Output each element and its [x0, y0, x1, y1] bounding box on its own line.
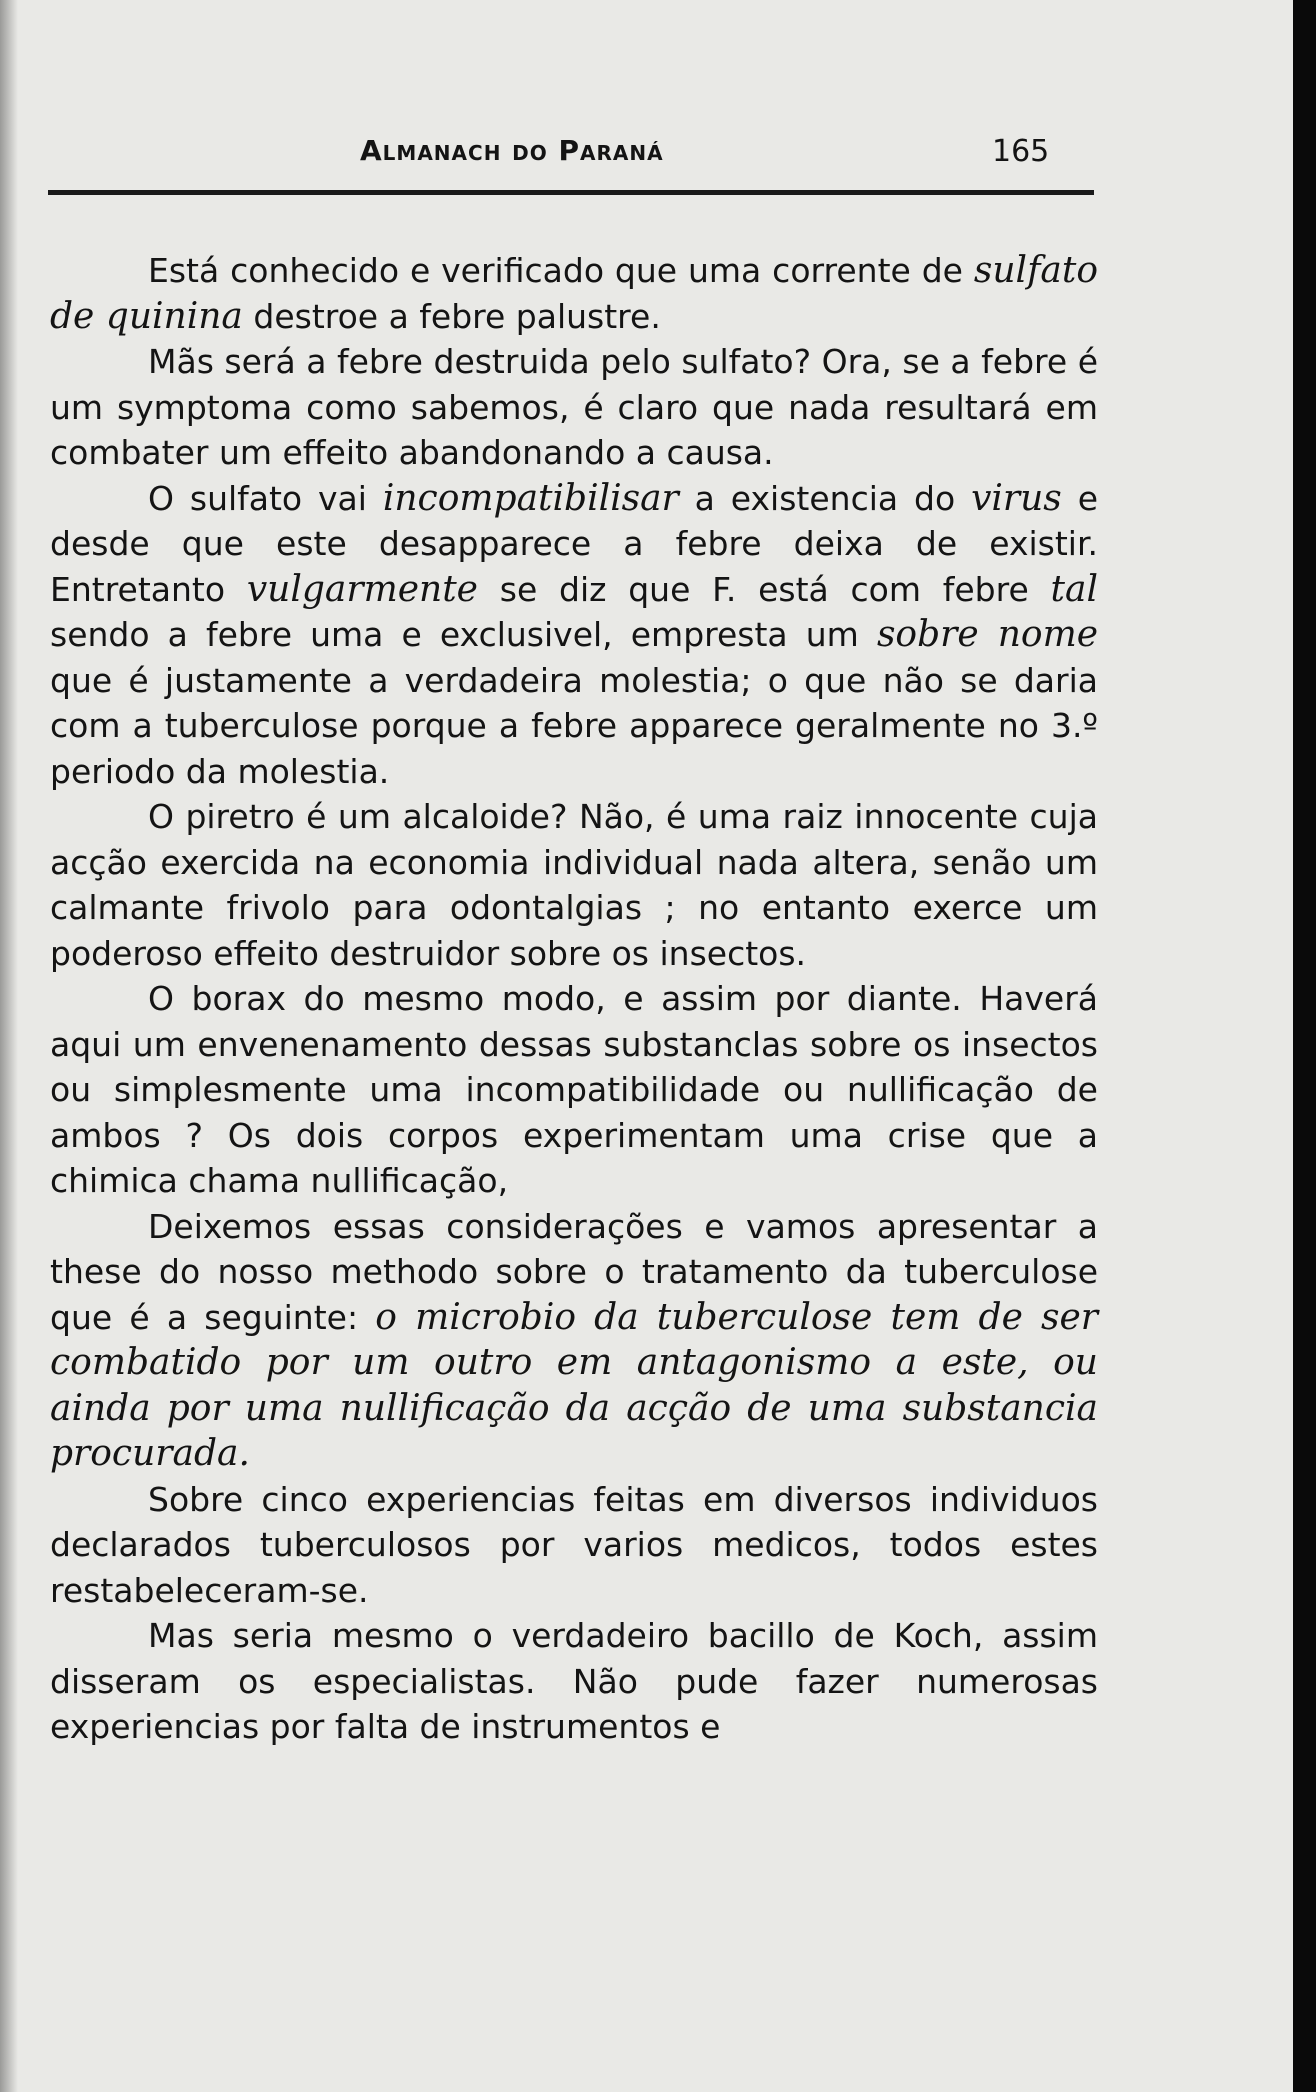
- text-run: O borax do mesmo modo, e assim por diante. Haverá aqui um envenenamento dessas substanclas sobre os insectos ou simplesmente uma incompatibilidade ou nullificação de ambos ? Os dois corpos experimentam uma crise que a chimica chama nullificação,: [50, 979, 1098, 1200]
- page-gutter-shadow: [0, 0, 18, 2092]
- italic-text: tal: [1050, 568, 1098, 610]
- text-run: O piretro é um alcaloide? Não, é uma raiz innocente cuja acção exercida na economia individual nada altera, senão um calmante frivolo para odontalgias ; no entanto exerce um poderoso effeito destruidor sobre os insectos.: [50, 797, 1098, 973]
- page-number: 165: [992, 134, 1050, 169]
- paragraph: [50, 1477, 1098, 1614]
- text-run: Está conhecido e verificado que uma corrente de: [148, 251, 974, 290]
- body-text: [50, 248, 1098, 1750]
- italic-text: incompatibilisar: [382, 477, 679, 519]
- paragraph: [50, 339, 1098, 476]
- scan-border: [1293, 0, 1316, 2092]
- italic-text: sobre nome: [876, 614, 1099, 655]
- text-run: destroe a febre palustre.: [242, 296, 661, 336]
- paragraph: [50, 794, 1098, 976]
- italic-text: o microbio da tuberculose tem de ser combatido por um outro em antagonismo a este, ou ainda por uma nullificação da acção de uma substancia procurada.: [50, 1296, 1099, 1474]
- italic-text: virus: [971, 477, 1062, 519]
- text-run: Sobre cinco experiencias feitas em diversos individuos declarados tuberculosos por varios medicos, todos estes restabeleceram-se.: [50, 1479, 1098, 1610]
- paragraph: [50, 1613, 1098, 1750]
- text-run: Mãs será a febre destruida pelo sulfato? Ora, se a febre é um symptoma como sabemos, é claro que nada resultará em combater um effeito abandonando a causa.: [50, 342, 1098, 472]
- paragraph: [50, 1204, 1098, 1477]
- running-title: Almanach do Paraná: [360, 134, 664, 167]
- header-rule: [48, 190, 1094, 195]
- text-run: O sulfato vai: [148, 478, 383, 518]
- text-run: que é justamente a verdadeira molestia; o que não se daria com a tuberculose porque a febre apparece geralmente no 3.º periodo da molestia.: [50, 660, 1098, 791]
- text-run: se diz que F. está com febre: [477, 569, 1051, 609]
- paragraph: [50, 976, 1098, 1204]
- text-run: sendo a febre uma e exclusivel, empresta um: [50, 615, 877, 654]
- paragraph: [50, 476, 1098, 795]
- text-run: a existencia do: [678, 478, 972, 518]
- text-run: e desde que este desapparece a febre deixa de existir. Entretanto: [50, 478, 1099, 609]
- text-run: Deixemos essas considerações e vamos apresentar a these do nosso methodo sobre o tratamento da tuberculose que é a seguinte:: [50, 1206, 1098, 1337]
- paragraph: [50, 248, 1098, 339]
- text-run: Mas seria mesmo o verdadeiro bacillo de Koch, assim disseram os especialistas. Não pude fazer numerosas experiencias por falta de instrumentos e: [50, 1616, 1098, 1746]
- italic-text: sulfato de quinina: [50, 250, 1098, 337]
- italic-text: vulgarmente: [246, 568, 478, 610]
